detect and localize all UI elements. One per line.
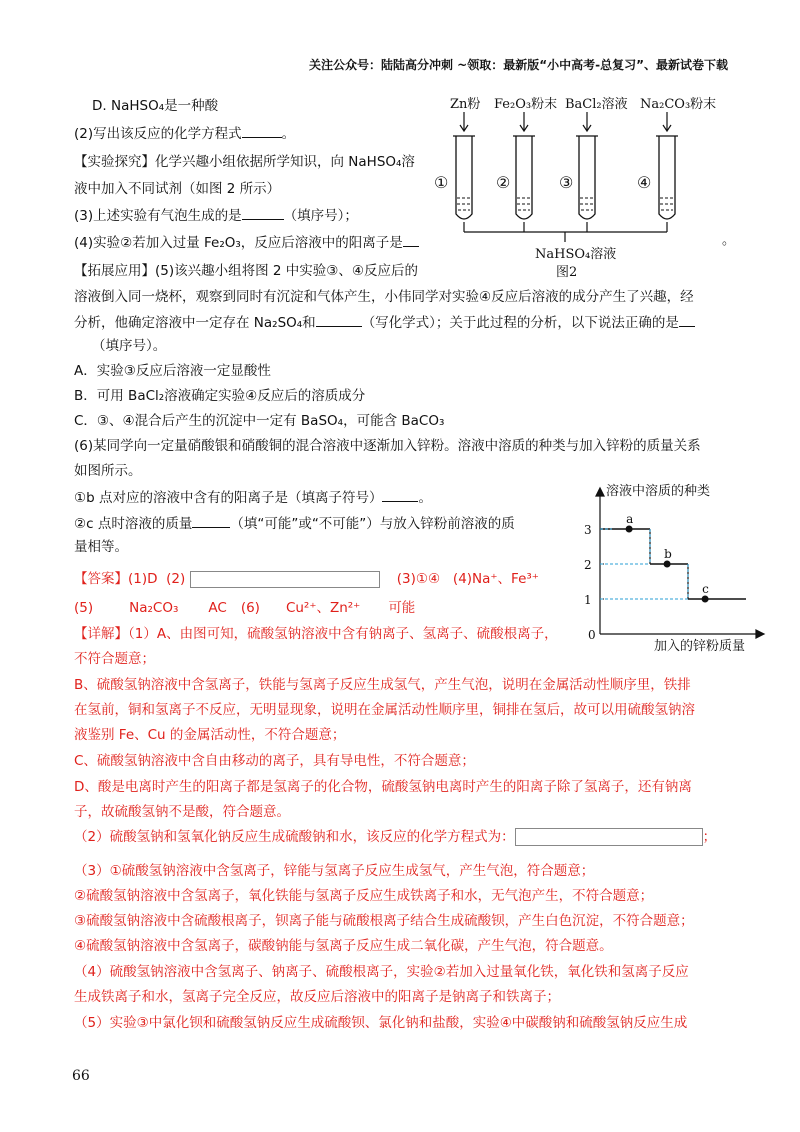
y-tick-label: 3 (584, 523, 592, 537)
q5-line-1: 【拓展应用】(5)该兴趣小组将图 2 中实验③、④反应后的 (74, 263, 418, 279)
reagent-label: Fe₂O₃粉末 (494, 97, 558, 112)
q6-line-1: (6)某同学向一定量硝酸银和硝酸铜的混合溶液中逐渐加入锌粉。溶液中溶质的种类与加入锌粉的质量关系 (74, 438, 701, 454)
q6-sub2-cont: 量相等。 (74, 539, 128, 555)
point-label: a (626, 512, 634, 526)
detail-10: （3）①硫酸氢钠溶液中含氢离子，锌能与氢离子反应生成氢气，产生气泡，符合题意； (74, 863, 595, 879)
trailing-mark: 。 (722, 233, 736, 248)
reagent-label: Na₂CO₃粉末 (640, 97, 717, 112)
detail-4: 在氢前，铜和氢离子不反应，无明显现象，说明在金属活动性顺序里，铜排在氢后，故可以用硫酸氢钠溶 (74, 702, 695, 718)
answer-line-2: (5) Na₂CO₃ AC (6) Cu²⁺、Zn²⁺ 可能 (74, 600, 416, 616)
q6-line-2: 如图所示。 (74, 463, 142, 479)
q5-line-3: 分析，他确定溶液中一定存在 Na₂SO₄和 （写化学式）；关于此过程的分析，以下说法正确的是 (74, 314, 695, 332)
graph-ylabel: 溶液中溶质的种类 (606, 484, 711, 499)
q6-sub2: ②c 点时溶液的质量 （填“可能”或“不可能”）与放入锌粉前溶液的质 (74, 516, 515, 532)
tube-number: ① (434, 173, 449, 192)
detail-6: C、硫酸氢钠溶液中含自由移动的离子，具有导电性，不符合题意； (74, 753, 475, 769)
q2-line: (2)写出该反应的化学方程式 。 (74, 126, 296, 142)
explore-line-2: 液中加入不同试剂（如图 2 所示） (74, 181, 281, 197)
data-point (702, 596, 709, 603)
detail-8: 子，故硫酸氢钠不是酸，符合题意。 (74, 804, 290, 820)
detail-12: ③硫酸氢钠溶液中含硫酸根离子，钡离子能与硫酸根离子结合生成硫酸钡，产生白色沉淀，不符合题意； (74, 913, 694, 929)
reagent-label: Zn粉 (450, 97, 481, 112)
detail-14: （4）硫酸氢钠溶液中含氢离子、钠离子、硫酸根离子，实验②若加入过量氧化铁，氧化铁和氢离子反应 (74, 964, 689, 980)
page-header: 关注公众号：陆陆高分冲刺 ~领取：最新版“小中高考-总复习”、最新试卷下载 (309, 58, 728, 72)
y-tick-label: 2 (584, 558, 592, 572)
q3-line: (3)上述实验有气泡生成的是 （填序号）； (74, 208, 358, 224)
solution-label: NaHSO₄溶液 (535, 247, 617, 262)
tube-number: ③ (559, 173, 574, 192)
q5-line-4: （填序号）。 (92, 338, 167, 354)
q5-line-2: 溶液倒入同一烧杯，观察到同时有沉淀和气体产生，小伟同学对实验④反应后溶液的成分产生了兴趣，经 (74, 289, 694, 305)
data-point (626, 526, 633, 533)
detail-15: 生成铁离子和水，氢离子完全反应，故反应后溶液中的阳离子是钠离子和铁离子； (74, 989, 560, 1005)
tube-number: ② (496, 173, 511, 192)
y-tick-label: 1 (584, 593, 592, 607)
figure-2 (430, 92, 740, 282)
option-b: B．可用 BaCl₂溶液确定实验④反应后的溶质成分 (74, 388, 366, 404)
detail-3: B、硫酸氢钠溶液中含氢离子，铁能与氢离子反应生成氢气，产生气泡，说明在金属活动性顺序里，铁排 (74, 677, 691, 693)
answer-line-1: 【答案】(1)D (2) (3)①④ (4)Na⁺、Fe³⁺ (74, 571, 539, 587)
detail-1: 【详解】（1）A、由图可知，硫酸氢钠溶液中含有钠离子、氢离子、硫酸根离子， (74, 626, 558, 642)
option-c: C．③、④混合后产生的沉淀中一定有 BaSO₄，可能含 BaCO₃ (74, 413, 445, 429)
detail-5: 液鉴别 Fe、Cu 的金属活动性，不符合题意； (74, 727, 346, 743)
equation-image-placeholder-2 (515, 828, 703, 846)
detail-13: ④硫酸氢钠溶液中含氢离子，碳酸钠能与氢离子反应生成二氧化碳，产生气泡，符合题意。 (74, 938, 613, 954)
equation-image-placeholder (190, 571, 380, 588)
explore-line-1: 【实验探究】化学兴趣小组依据所学知识，向 NaHSO₄溶 (74, 154, 415, 170)
option-a: A．实验③反应后溶液一定显酸性 (74, 363, 271, 379)
graph-origin: 0 (588, 628, 596, 642)
page-number: 66 (72, 1068, 90, 1084)
point-label: c (702, 582, 709, 596)
option-d: D. NaHSO₄是一种酸 (92, 98, 219, 114)
detail-9: （2）硫酸氢钠和氢氧化钠反应生成硫酸钠和水，该反应的化学方程式为： ； (74, 829, 717, 845)
detail-7: D、酸是电离时产生的阳离子都是氢离子的化合物，硫酸氢钠电离时产生的阳离子除了氢离子，还有钠离 (74, 779, 692, 795)
q4-line: (4)实验②若加入过量 Fe₂O₃，反应后溶液中的阳离子是 (74, 234, 419, 252)
point-label: b (664, 547, 672, 561)
reagent-label: BaCl₂溶液 (565, 97, 628, 112)
figure-caption: 图2 (556, 265, 578, 280)
solute-graph (570, 478, 770, 658)
detail-11: ②硫酸氢钠溶液中含氢离子，氧化铁能与氢离子反应生成铁离子和水，无气泡产生，不符合题意； (74, 888, 654, 904)
detail-2: 不符合题意； (74, 651, 155, 667)
graph-xlabel: 加入的锌粉质量 (654, 639, 746, 654)
detail-16: （5）实验③中氯化钡和硫酸氢钠反应生成硫酸钡、氯化钠和盐酸，实验④中碳酸钠和硫酸氢钠反应生成 (74, 1015, 688, 1031)
data-point (664, 561, 671, 568)
tube-number: ④ (637, 173, 652, 192)
q6-sub1: ①b 点对应的溶液中含有的阳离子是（填离子符号） 。 (74, 490, 432, 506)
